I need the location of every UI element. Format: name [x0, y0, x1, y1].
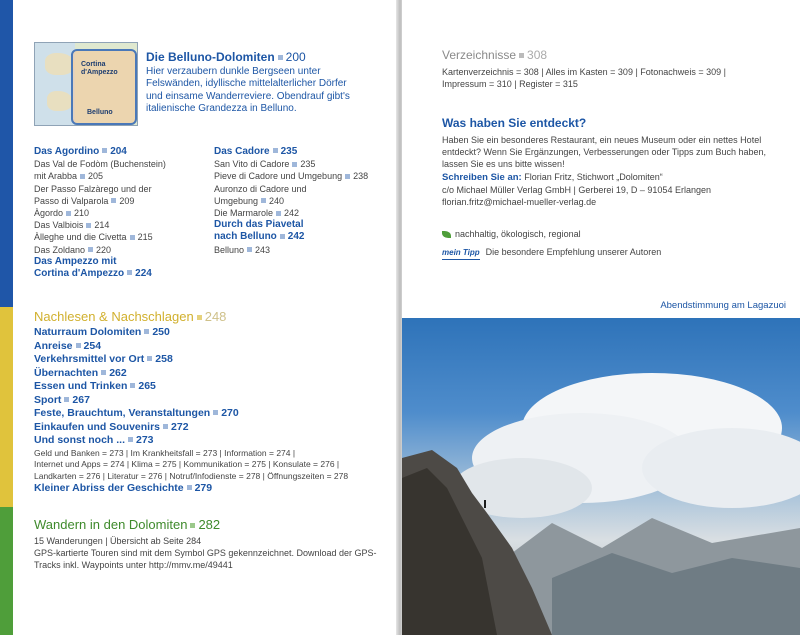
toc-entry[interactable]	[214, 146, 389, 158]
verz-title: Verzeichnisse	[442, 48, 517, 62]
legend-tipp: mein Tipp Die besondere Empfehlung unserer Autoren	[442, 246, 661, 260]
toc-entry-title: Passo di Valparola	[34, 195, 109, 206]
wandern-text: 15 Wanderungen | Übersicht ab Seite 284 GPS-kartierte Touren sind mit dem Symbol GPS gekennzeichnet. Download der GPS- Tracks inkl. Waypoints unter http://mmv.me/49441	[34, 536, 377, 571]
toc-entry[interactable]	[34, 146, 204, 158]
toc-entry-page: 242	[284, 208, 300, 219]
lagazuoi-photo	[402, 318, 800, 635]
toc-entry-page: 272	[171, 420, 189, 433]
entdeckt-title: Was haben Sie entdeckt?	[442, 116, 587, 130]
toc-entry[interactable]	[34, 380, 394, 394]
toc-entry-page: 250	[152, 326, 170, 338]
toc-entry[interactable]	[214, 219, 389, 231]
toc-entry-page: 215	[137, 232, 153, 243]
photo-caption: Abendstimmung am Lagazuoi	[660, 300, 786, 311]
address: c/o Michael Müller Verlag GmbH | Gerberei 19, D – 91054 Erlangen	[442, 184, 711, 195]
toc-entry-page: 204	[110, 146, 127, 157]
toc-entry-title: Und sonst noch ...	[34, 434, 125, 446]
toc-entry-title: Das Val de Fodòm (Buchenstein)	[34, 159, 166, 170]
toc-entry-title: Pieve di Cadore und Umgebung	[214, 171, 343, 182]
toc-entry-page: 243	[255, 244, 271, 255]
toc-entry[interactable]	[34, 326, 394, 340]
toc-entry[interactable]	[34, 183, 204, 195]
mein-tipp-logo: mein Tipp	[442, 247, 480, 260]
toc-entry-title: Durch das Piavetal	[214, 219, 304, 231]
toc-entry-title: Umgebung	[214, 195, 259, 206]
toc-entry-title: Das Valbiois	[34, 220, 84, 231]
verz-heading	[442, 48, 547, 63]
toc-entry-page: 214	[94, 220, 110, 231]
legend-eco: nachhaltig, ökologisch, regional	[442, 228, 581, 240]
toc-entry-page: 235	[280, 146, 298, 157]
landscape-illustration	[402, 318, 800, 635]
nachlesen-heading	[34, 309, 226, 324]
sub-topics-line: Internet und Apps = 274 | Klima = 275 | Kommunikation = 275 | Konsulate = 276 |	[34, 459, 340, 469]
toc-entry-page: 258	[155, 353, 173, 365]
toc-entry-title: Auronzo di Cadore und	[214, 183, 307, 194]
entdeckt-text: Haben Sie ein besonderes Restaurant, ein neues Museum oder ein nettes Hotel entdeckt? Wenn Sie Ergänzungen, Verbesserungen oder Tipps zum Buch haben, lassen Sie es uns bitte wissen! Schreiben Sie an: Florian Fritz, Stichwort „Dolomiten“ c/o Michael Müller Verlag GmbH | Gerberei 19, D – 91054 Erlangen florian.fritz@michael-mueller-verlag.de	[442, 134, 794, 208]
toc-entry[interactable]	[34, 256, 204, 268]
toc-entry-page: 240	[269, 195, 285, 206]
toc-column-2	[214, 146, 389, 256]
intro-heading	[146, 50, 306, 64]
toc-entry[interactable]	[34, 434, 394, 448]
toc-entry[interactable]	[34, 353, 394, 367]
toc-entry-title: Der Passo Falzàrego und der	[34, 183, 152, 194]
wandern-heading	[34, 517, 220, 532]
toc-entry-page: 238	[353, 171, 369, 182]
toc-column-1	[34, 146, 204, 280]
toc-entry[interactable]	[34, 407, 394, 421]
toc-entry-title: Sport	[34, 393, 62, 406]
toc-entry-page: 265	[138, 380, 156, 392]
toc-entry-title: Das Cadore	[214, 146, 270, 157]
nachlesen-page: 248	[204, 309, 227, 324]
toc-entry-title: Das Zoldano	[34, 244, 86, 255]
toc-entry[interactable]	[34, 394, 394, 408]
toc-entry-title: Kleiner Abriss der Geschichte	[34, 482, 184, 494]
toc-entry[interactable]	[214, 207, 389, 219]
left-page	[0, 0, 398, 635]
toc-entry-page: 220	[96, 244, 112, 255]
toc-entry-page: 205	[88, 171, 104, 182]
wandern-page: 282	[198, 517, 221, 532]
verz-lines: Kartenverzeichnis = 308 | Alles im Kasten = 309 | Fotonachweis = 309 | Impressum = 310 | Register = 315	[442, 67, 726, 90]
toc-entry[interactable]	[214, 195, 389, 207]
toc-entry-page: 262	[109, 366, 127, 379]
toc-entry[interactable]	[34, 482, 394, 496]
toc-entry[interactable]	[34, 340, 394, 354]
toc-entry[interactable]	[34, 367, 394, 381]
toc-entry-page: 267	[72, 393, 90, 406]
toc-entry[interactable]	[214, 244, 389, 256]
toc-entry-page: 242	[287, 231, 305, 243]
toc-entry[interactable]	[34, 207, 204, 219]
verz-page: 308	[527, 48, 548, 62]
toc-entry-page: 210	[74, 208, 90, 219]
toc-entry-title: Feste, Brauchtum, Veranstaltungen	[34, 407, 211, 419]
section-bar-green	[0, 507, 13, 635]
sub-topics-line: Geld und Banken = 273 | Im Krankheitsfall = 273 | Information = 274 |	[34, 447, 296, 458]
write-label: Schreiben Sie an:	[442, 171, 522, 183]
toc-entry[interactable]	[34, 231, 204, 243]
toc-entry-title: Die Marmarole	[214, 208, 274, 219]
toc-entry-page: 209	[119, 195, 135, 206]
wandern-title: Wandern in den Dolomiten	[34, 517, 188, 532]
toc-entry-title: Àlleghe und die Civetta	[34, 232, 127, 243]
map-label-cortina: Cortina d'Ampezzo	[81, 61, 118, 76]
intro-page: 200	[285, 50, 306, 64]
email-link[interactable]: florian.fritz@michael-mueller-verlag.de	[442, 197, 597, 208]
toc-entry[interactable]	[34, 219, 204, 231]
toc-entry-title: Anreise	[34, 339, 73, 352]
toc-entry-title: Das Agordino	[34, 146, 100, 157]
toc-entry-title: Essen und Trinken	[34, 380, 128, 392]
toc-entry[interactable]	[34, 195, 204, 207]
nachlesen-list	[34, 326, 394, 496]
toc-entry-page: 279	[194, 482, 213, 494]
intro-text: Hier verzaubern dunkle Bergseen unter Felswänden, idyllische mittelalterlicher Dörfer und einsame Wanderreviere. Obendrauf gibt's italienische Grandezza in Belluno.	[146, 66, 350, 114]
toc-entry-page: 224	[135, 268, 152, 280]
intro-title: Die Belluno-Dolomiten	[146, 50, 275, 64]
toc-entry-title: Cortina d'Ampezzo	[34, 268, 125, 280]
toc-entry-title: nach Belluno	[214, 231, 277, 243]
toc-entry[interactable]	[34, 158, 204, 170]
region-map	[34, 42, 138, 126]
toc-entry-title: Einkaufen und Souvenirs	[34, 420, 161, 433]
toc-entry[interactable]	[214, 231, 389, 243]
toc-entry-title: mit Arabba	[34, 171, 78, 182]
toc-entry-page: 254	[83, 339, 102, 352]
section-bar-blue	[0, 0, 13, 307]
toc-entry-title: Belluno	[214, 244, 245, 255]
toc-entry-title: Übernachten	[34, 366, 99, 379]
map-label-belluno: Belluno	[87, 109, 113, 116]
toc-entry-title: Das Ampezzo mit	[34, 255, 117, 267]
toc-entry[interactable]	[214, 158, 389, 170]
write-text: Florian Fritz, Stichwort „Dolomiten“	[524, 171, 663, 182]
toc-entry[interactable]	[34, 268, 204, 280]
toc-entry-page: 235	[300, 159, 316, 170]
nachlesen-title: Nachlesen & Nachschlagen	[34, 309, 194, 324]
toc-entry-title: San Vito di Cadore	[214, 159, 290, 170]
toc-entry[interactable]	[34, 244, 204, 256]
toc-entry-page: 273	[136, 434, 154, 446]
sub-topics-line: Landkarten = 276 | Literatur = 276 | Notruf/Infodienste = 278 | Öffnungszeiten = 278	[34, 470, 349, 481]
toc-entry[interactable]	[214, 170, 389, 182]
leaf-icon	[442, 231, 451, 238]
toc-entry[interactable]	[214, 183, 389, 195]
toc-entry[interactable]	[34, 421, 394, 435]
toc-entry[interactable]	[34, 170, 204, 182]
section-bar-yellow	[0, 307, 13, 507]
toc-entry-page: 270	[221, 407, 239, 419]
toc-entry-title: Naturraum Dolomiten	[34, 326, 142, 338]
toc-entry-title: Àgordo	[34, 208, 64, 219]
toc-entry-title: Verkehrsmittel vor Ort	[34, 353, 145, 365]
